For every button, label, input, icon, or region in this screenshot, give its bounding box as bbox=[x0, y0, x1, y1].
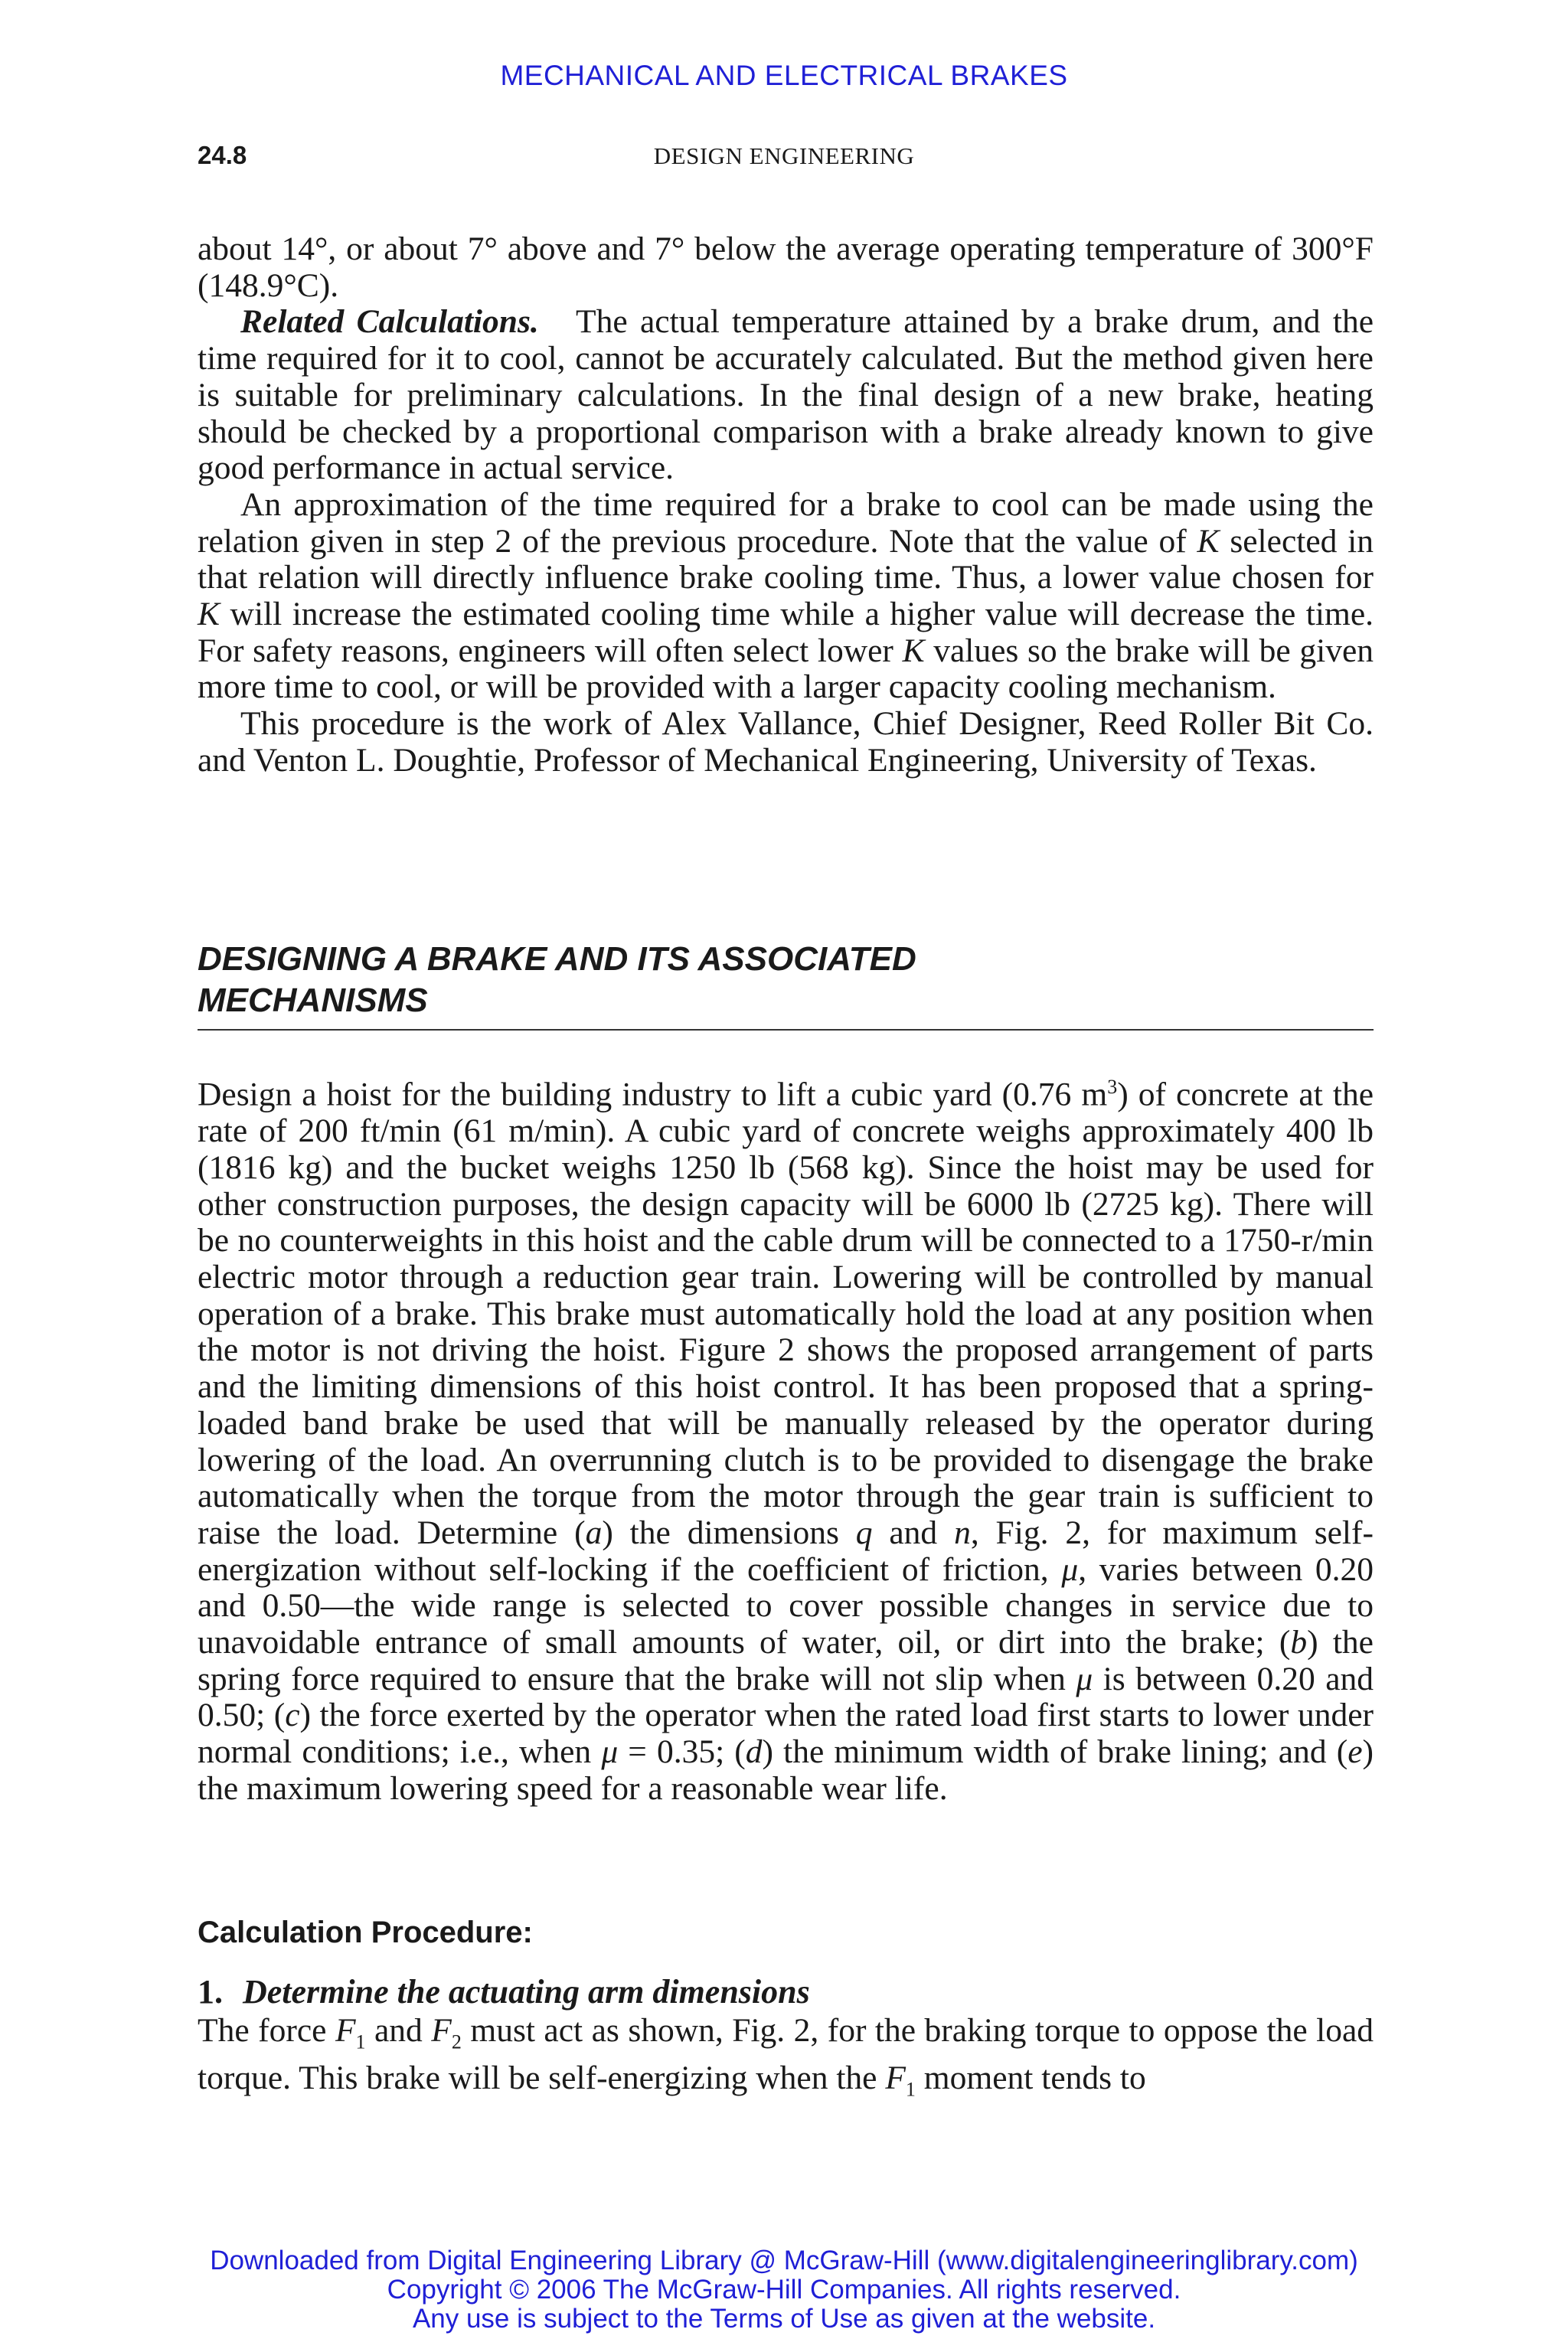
step-1-paragraph bbox=[198, 2013, 1374, 2109]
variable-q: q bbox=[855, 1514, 873, 1551]
variable-k: K bbox=[198, 596, 220, 633]
problem-text: ) the dimensions bbox=[602, 1514, 839, 1551]
item-e: e bbox=[1348, 1733, 1363, 1771]
problem-text: , Fig. 2, for maximum self-energization without self-locking if the coefficient of friction, bbox=[198, 1514, 1374, 1588]
variable-mu: μ bbox=[601, 1733, 619, 1771]
problem-text: , varies between 0.20 and 0.50—the wide range is selected to cover possible changes in service due to unavoidable entrance of small amounts of water, oil, or dirt into the brake; ( bbox=[198, 1550, 1374, 1661]
approx-text-2: selected in that relation will directly influence brake cooling time. Thus, a lower value chosen for bbox=[198, 522, 1374, 596]
cooling-approximation-paragraph bbox=[198, 487, 1374, 706]
subscript-1: 1 bbox=[905, 2079, 916, 2102]
problem-text: ) the minimum width of brake lining; and ( bbox=[762, 1733, 1348, 1771]
subscript-2: 2 bbox=[451, 2030, 462, 2053]
step-text: The force bbox=[198, 2012, 327, 2049]
problem-text: and bbox=[889, 1514, 938, 1551]
related-calculations-paragraph bbox=[198, 304, 1374, 487]
footer bbox=[0, 2246, 1568, 2334]
problem-text: ) of concrete at the rate of 200 ft/min (61 m/min). A cubic yard of concrete weighs approximately 400 lb (1816 kg) and the bucket weighs 1250 lb (568 kg). Since the hoist may be used for other construction purposes, the design capacity will be 6000 lb (2725 kg). There will be no counterweights in this hoist and the cable drum will be connected to a 1750-r/min electric motor through a reduction gear train. Lowering will be controlled by manual operation of a brake. This brake must automatically hold the load at any position when the motor is not driving the hoist. Figure 2 shows the proposed arrangement of parts and the limiting dimensions of this hoist control. It has been proposed that a spring-loaded band brake be used that will be manually released by the operator during lowering of the load. An overrunning clutch is to be provided to disengage the brake automatically when the torque from the motor through the gear train is sufficient to raise the load. Determine ( bbox=[198, 1076, 1374, 1551]
related-calculations-text: The actual temperature attained by a brake drum, and the time required for it to cool, cannot be accurately calculated. But the method given here is suitable for preliminary calculations. In the final design of a new brake, heating should be checked by a proportional comparison with a brake already known to give good performance in actual service. bbox=[198, 303, 1374, 487]
section-heading-line-1: DESIGNING A BRAKE AND ITS ASSOCIATED bbox=[198, 940, 916, 978]
step-title: Determine the actuating arm dimensions bbox=[243, 1973, 810, 2011]
variable-k: K bbox=[1197, 522, 1220, 560]
variable-mu: μ bbox=[1076, 1660, 1093, 1697]
step-1-heading bbox=[198, 1972, 810, 2011]
superscript-3: 3 bbox=[1107, 1076, 1118, 1098]
page-number: 24.8 bbox=[198, 141, 247, 169]
problem-statement bbox=[198, 1069, 1374, 1808]
problem-text: ) the spring force required to ensure that the brake will not slip when bbox=[198, 1624, 1374, 1697]
problem-paragraph bbox=[198, 1069, 1374, 1808]
problem-text: ) the force exerted by the operator when the rated load first starts to lower under normal conditions; i.e., when bbox=[198, 1697, 1374, 1771]
step-number: 1. bbox=[198, 1973, 223, 2011]
item-d: d bbox=[745, 1733, 763, 1771]
chapter-banner: MECHANICAL AND ELECTRICAL BRAKES bbox=[500, 60, 1068, 91]
calculation-procedure-label: Calculation Procedure: bbox=[198, 1916, 533, 1949]
step-text: must act as shown, Fig. 2, for the braking torque to oppose the load torque. This brake will be self-energizing when the bbox=[198, 2012, 1374, 2097]
related-calculations-label: Related Calculations. bbox=[240, 303, 539, 341]
approx-text-3: will increase the estimated cooling time while a higher value will decrease the time. For safety reasons, engineers will often select lower bbox=[198, 596, 1374, 669]
problem-text: = 0.35; ( bbox=[628, 1733, 746, 1771]
continuation-paragraph: about 14°, or about 7° above and 7° below the average operating temperature of 300°F (148.9°C). bbox=[198, 230, 1374, 304]
problem-text: Design a hoist for the building industry to lift a cubic yard (0.76 m bbox=[198, 1076, 1108, 1113]
item-c: c bbox=[285, 1697, 300, 1734]
footer-download-link[interactable]: Downloaded from Digital Engineering Library @ McGraw-Hill (www.digitalengineeringlibrary.com) bbox=[210, 2246, 1358, 2275]
approx-text-4: values so the brake will be given more time to cool, or will be provided with a larger capacity cooling mechanism. bbox=[198, 632, 1374, 706]
item-a: a bbox=[585, 1514, 603, 1551]
step-1-text bbox=[198, 2013, 1374, 2109]
problem-text: ) the maximum lowering speed for a reasonable wear life. bbox=[198, 1733, 1374, 1807]
variable-mu: μ bbox=[1061, 1550, 1079, 1588]
section-heading-line-2: MECHANISMS bbox=[198, 982, 428, 1019]
running-title: DESIGN ENGINEERING bbox=[653, 142, 915, 169]
footer-terms: Any use is subject to the Terms of Use as given at the website. bbox=[412, 2304, 1156, 2334]
step-text: moment tends to bbox=[923, 2060, 1146, 2097]
item-b: b bbox=[1290, 1624, 1308, 1661]
problem-text: is between 0.20 and 0.50; ( bbox=[198, 1660, 1374, 1734]
intro-text bbox=[198, 231, 1374, 779]
approx-text-1: An approximation of the time required for a brake to cool can be made using the relation given in step 2 of the previous procedure. Note that the value of bbox=[198, 485, 1374, 560]
footer-copyright: Copyright © 2006 The McGraw-Hill Companies. All rights reserved. bbox=[387, 2275, 1181, 2305]
variable-k: K bbox=[902, 632, 925, 669]
subscript-1: 1 bbox=[355, 2030, 366, 2053]
variable-f: F bbox=[335, 2012, 356, 2049]
variable-f: F bbox=[885, 2060, 906, 2097]
section-heading bbox=[198, 939, 1374, 1031]
variable-f: F bbox=[431, 2012, 452, 2049]
step-text: and bbox=[374, 2012, 423, 2049]
credit-paragraph: This procedure is the work of Alex Vallance, Chief Designer, Reed Roller Bit Co. and Venton L. Doughtie, Professor of Mechanical Engineering, University of Texas. bbox=[198, 705, 1374, 779]
variable-n: n bbox=[954, 1514, 971, 1551]
